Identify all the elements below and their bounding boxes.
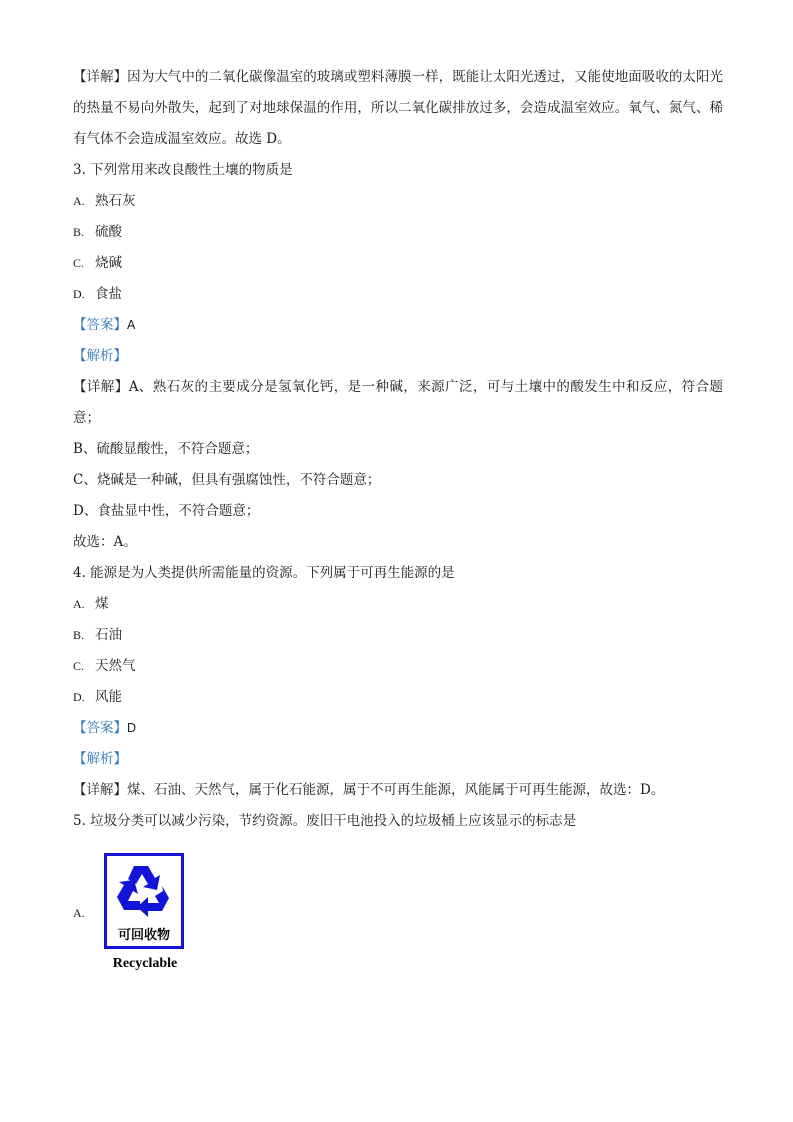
q4-stem: 4. 能源是为人类提供所需能量的资源。下列属于可再生能源的是 <box>73 565 455 581</box>
q3-detail-line: C、烧碱是一种碱，但具有强腐蚀性，不符合题意； <box>73 472 381 488</box>
q3-detail-line: D、食盐显中性，不符合题意； <box>73 503 260 519</box>
q3-option-d <box>73 279 723 310</box>
option-text: 煤 <box>95 596 109 612</box>
q4-detail <box>73 775 723 806</box>
q3-option-b <box>73 217 723 248</box>
option-letter: B. <box>73 225 85 239</box>
q3-conclusion: 故选：A。 <box>73 534 137 550</box>
option-text: 天然气 <box>95 658 136 674</box>
detail-label: 【详解】 <box>73 379 129 395</box>
detail-label: 【详解】 <box>73 69 128 85</box>
option-letter: C. <box>73 659 85 673</box>
q3-option-c <box>73 248 723 279</box>
answer-value: A <box>127 318 136 332</box>
option-text: 熟石灰 <box>95 193 136 209</box>
q3-answer <box>73 310 723 341</box>
option-letter: A. <box>73 906 85 920</box>
recyclable-sign <box>104 853 184 949</box>
document-page <box>73 62 723 837</box>
q4-option-c <box>73 651 723 682</box>
q3-stem: 3. 下列常用来改良酸性土壤的物质是 <box>73 162 293 178</box>
q3-analysis-label: 【解析】 <box>73 348 127 364</box>
option-letter: B. <box>73 628 85 642</box>
detail-label: 【详解】 <box>73 782 127 798</box>
detail-text: 因为大气中的二氧化碳像温室的玻璃或塑料薄膜一样，既能让太阳光透过，又能使地面吸收的太阳光的热量不易向外散失，起到了对地球保温的作用，所以二氧化碳排放过多，会造成温室效应。氧气、氮气、稀有气体不会造成温室效应。故选 D。 <box>73 69 724 147</box>
q3-option-a <box>73 186 723 217</box>
detail-text: 煤、石油、天然气，属于化石能源，属于不可再生能源，风能属于可再生能源，故选：D。 <box>127 782 665 798</box>
option-text: 石油 <box>95 627 122 643</box>
option-letter: A. <box>73 194 85 208</box>
q2-detail <box>73 62 723 155</box>
option-text: 烧碱 <box>95 255 122 271</box>
q4-analysis-label: 【解析】 <box>73 751 127 767</box>
option-text: 食盐 <box>95 286 122 302</box>
answer-label: 【答案】 <box>73 317 127 333</box>
option-text: 硫酸 <box>95 224 122 240</box>
sign-caption: Recyclable <box>112 956 178 971</box>
answer-label: 【答案】 <box>73 720 127 736</box>
q4-option-d <box>73 682 723 713</box>
q4-answer <box>73 713 723 744</box>
q3-detail <box>73 372 723 434</box>
q4-option-b <box>73 620 723 651</box>
q3-detail-line: B、硫酸显酸性，不符合题意； <box>73 441 259 457</box>
option-text: 风能 <box>95 689 122 705</box>
q4-option-a <box>73 589 723 620</box>
answer-value: D <box>127 721 137 735</box>
option-letter: A. <box>73 597 85 611</box>
q5-option-a <box>73 852 213 982</box>
option-letter: D. <box>73 690 85 704</box>
option-letter: C. <box>73 256 85 270</box>
q5-stem: 5. 垃圾分类可以减少污染，节约资源。废旧干电池投入的垃圾桶上应该显示的标志是 <box>73 813 577 829</box>
detail-text: A、熟石灰的主要成分是氢氧化钙，是一种碱，来源广泛，可与土壤中的酸发生中和反应，符合题意； <box>73 379 724 426</box>
recycle-icon <box>107 860 181 926</box>
option-letter: D. <box>73 287 85 301</box>
sign-label: 可回收物 <box>117 928 170 943</box>
